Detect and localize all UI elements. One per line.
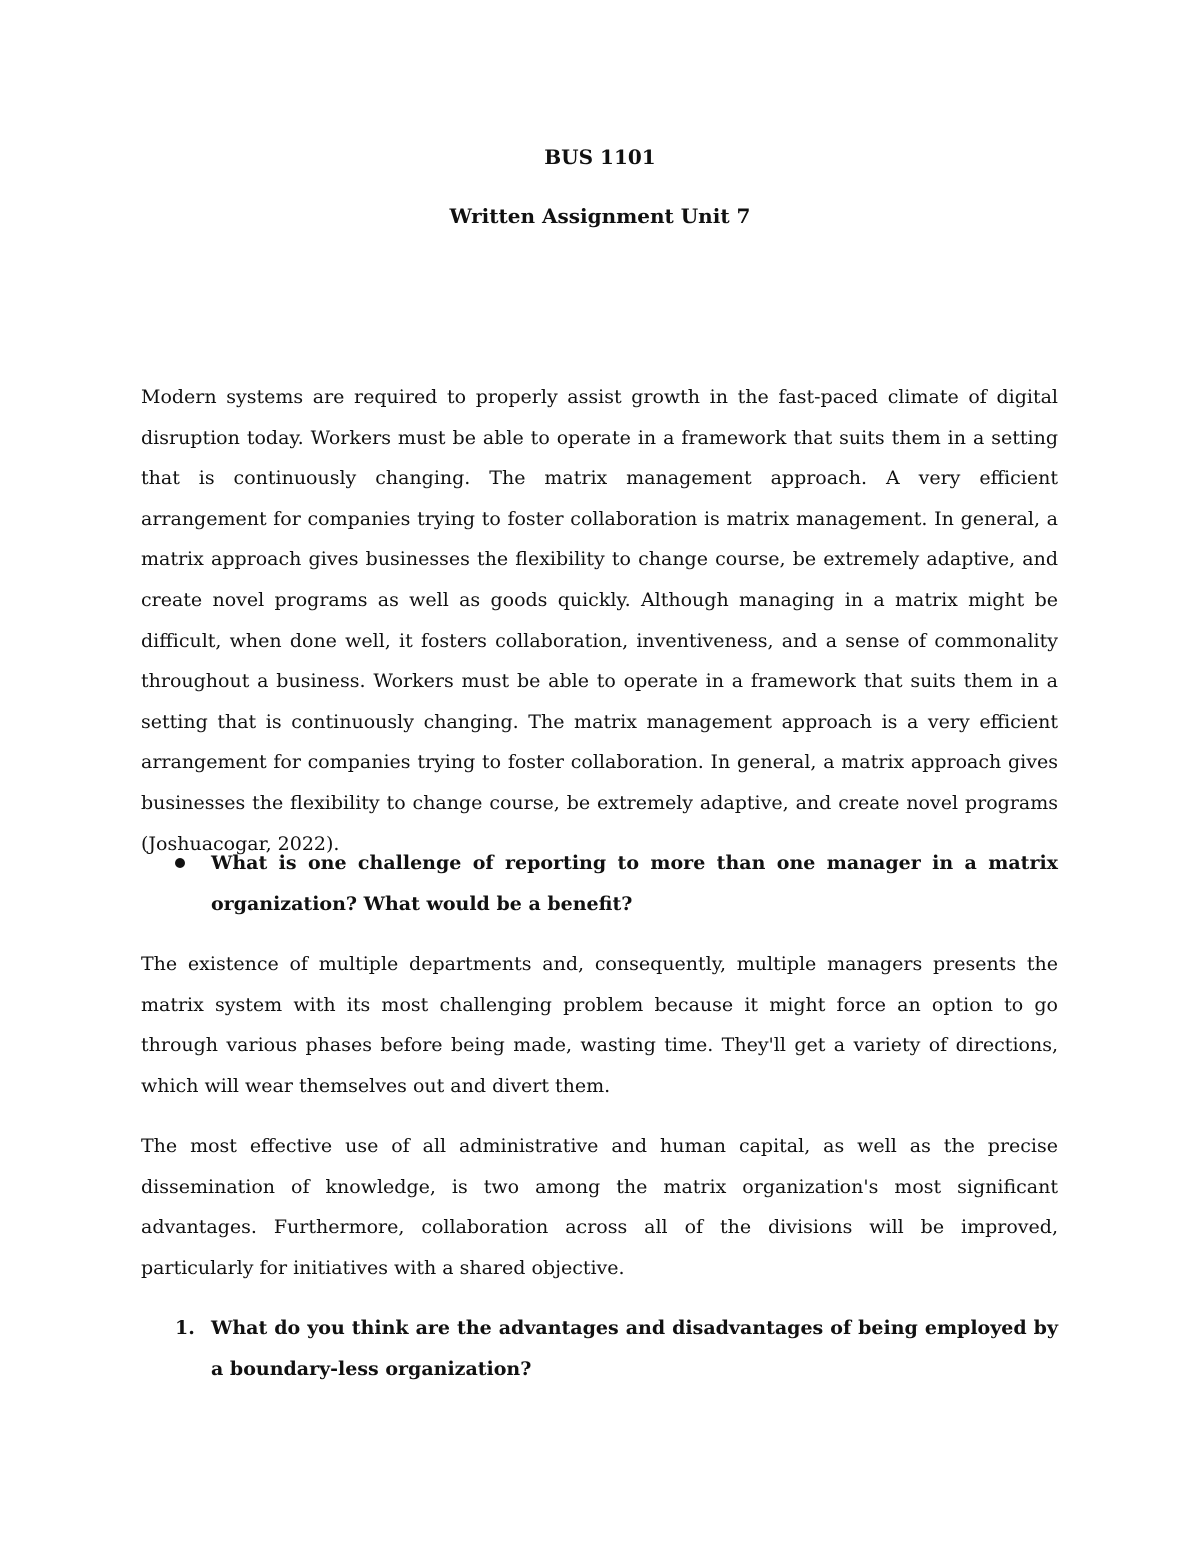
list-number: 1.: [175, 1317, 195, 1339]
intro-paragraph: Modern systems are required to properly assist growth in the fast-paced climate of digital disruption today. Workers must be able to operate in a framework that suits them in a setting that is continuously changing. The matrix management approach. A very efficient arrangement for companies trying to foster collaboration is matrix management. In general, a matrix approach gives businesses the flexibility to change course, be extremely adaptive, and create novel programs as well as goods quickly. Although managing in a matrix might be difficult, when done well, it fosters collaboration, inventiveness, and a sense of commonality throughout a business. Workers must be able to operate in a framework that suits them in a setting that is continuously changing. The matrix management approach is a very efficient arrangement for companies trying to foster collaboration. In general, a matrix approach gives businesses the flexibility to change course, be extremely adaptive, and create novel programs (Joshuacogar, 2022).: [141, 386, 1058, 855]
bullet-icon: [175, 858, 185, 868]
answer-paragraph-challenge: The existence of multiple departments and, consequently, multiple managers presents the matrix system with its most challenging problem because it might force an option to go through various phases before being made, wasting time. They'll get a variety of directions, which will wear themselves out and divert them.: [141, 953, 1058, 1097]
assignment-title: Written Assignment Unit 7: [449, 204, 751, 228]
question-one: What is one challenge of reporting to more than one manager in a matrix organization? What would be a benefit?: [211, 852, 1058, 915]
course-code: BUS 1101: [544, 145, 656, 169]
answer-paragraph-benefit: The most effective use of all administrative and human capital, as well as the precise dissemination of knowledge, is two among the matrix organization's most significant advantages. Furthermore, collaboration across all of the divisions will be improved, particularly for initiatives with a shared objective.: [141, 1135, 1058, 1279]
question-two: What do you think are the advantages and disadvantages of being employed by a boundary-less organization?: [211, 1317, 1058, 1380]
